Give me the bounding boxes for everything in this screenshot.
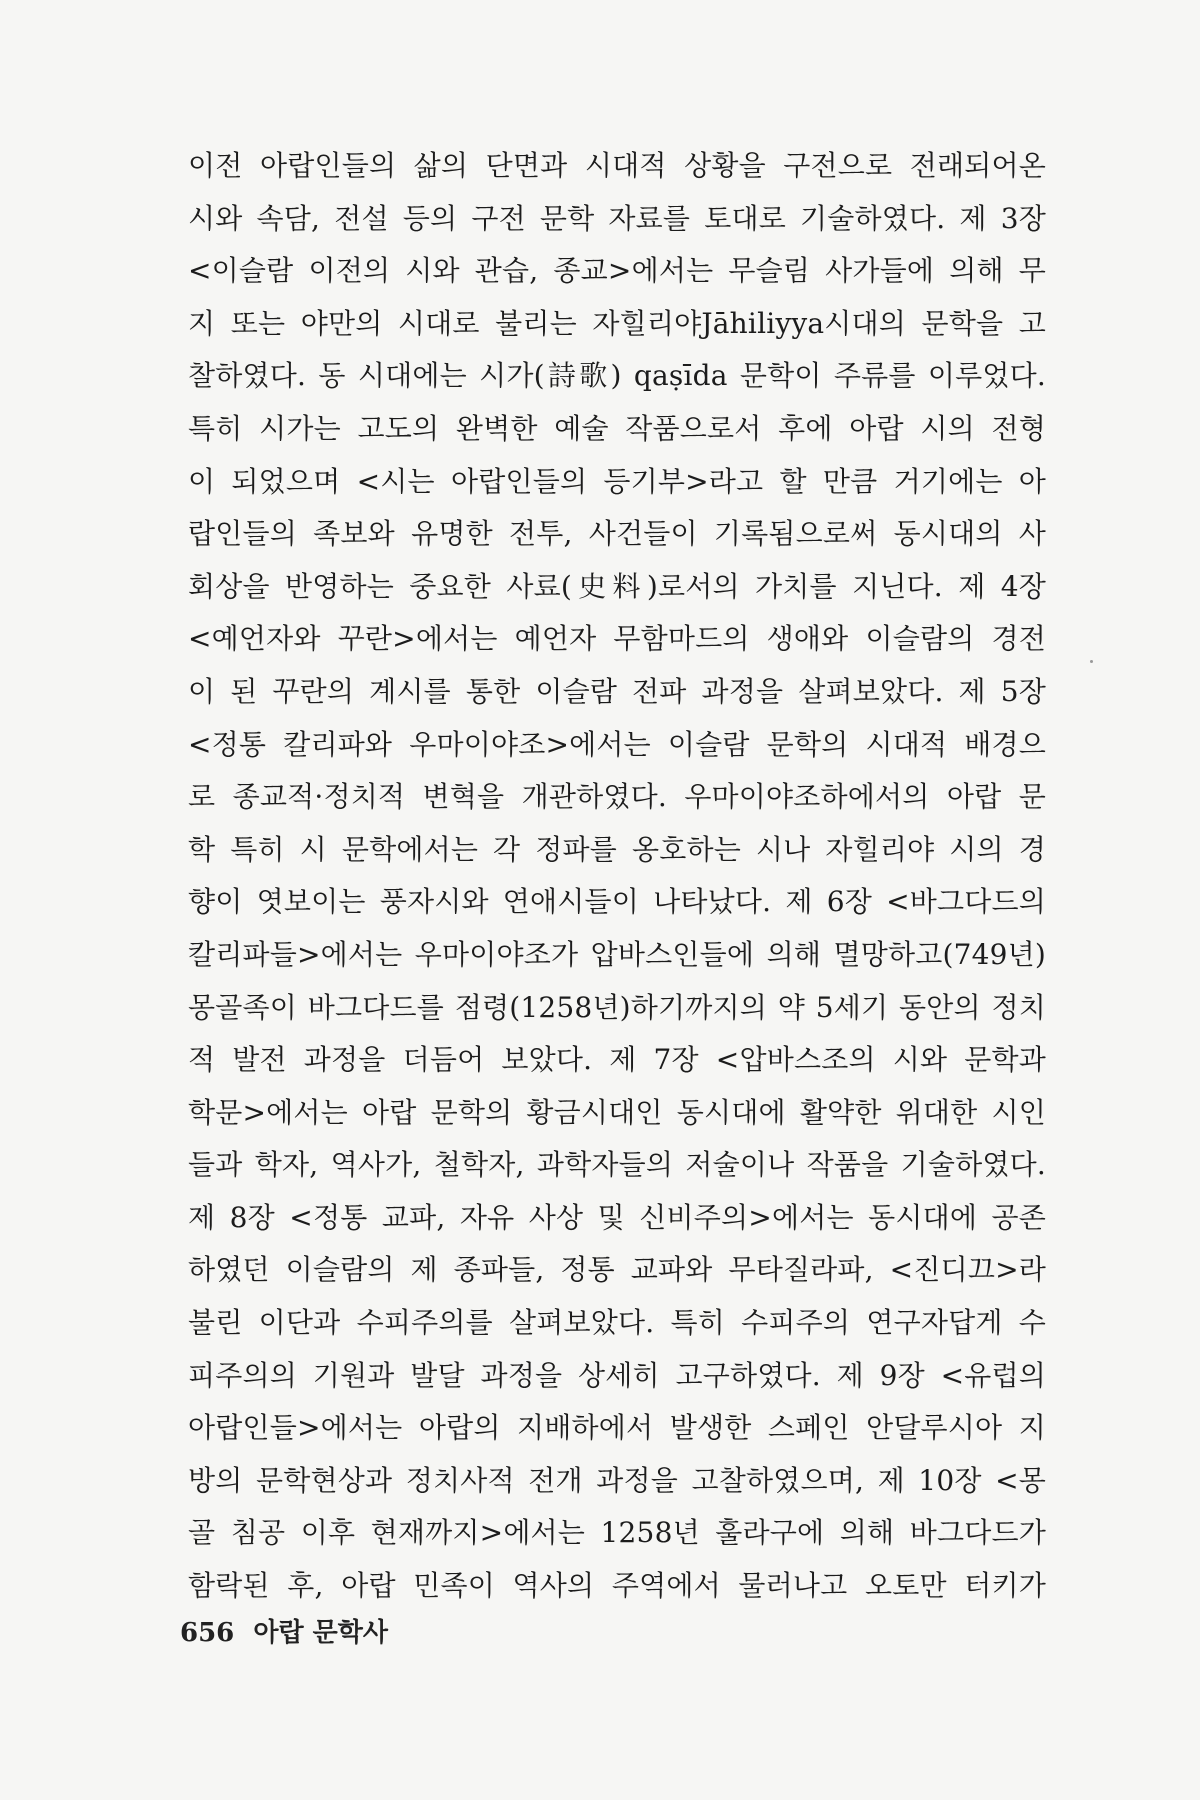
text-line: 로 종교적·정치적 변혁을 개관하였다. 우마이야조하에서의 아랍 문: [188, 780, 1046, 814]
text-line: 적 발전 과정을 더듬어 보았다. 제 7장 <압바스조의 시와 문학과: [188, 1043, 1046, 1077]
text-line: 회상을 반영하는 중요한 사료(史料)로서의 가치를 지닌다. 제 4장: [188, 569, 1046, 603]
text-line: 골 침공 이후 현재까지>에서는 1258년 훌라구에 의해 바그다드가: [188, 1516, 1046, 1550]
text-line: <정통 칼리파와 우마이야조>에서는 이슬람 문학의 시대적 배경으: [188, 727, 1046, 761]
text-line: 들과 학자, 역사가, 철학자, 과학자들의 저술이나 작품을 기술하였다.: [188, 1148, 1046, 1182]
text-line: 불린 이단과 수피주의를 살펴보았다. 특히 수피주의 연구자답게 수: [188, 1306, 1046, 1340]
text-line: 함락된 후, 아랍 민족이 역사의 주역에서 물러나고 오토만 터키가: [188, 1569, 1046, 1603]
text-line: 제 8장 <정통 교파, 자유 사상 및 신비주의>에서는 동시대에 공존: [188, 1200, 1046, 1234]
text-line: 학 특히 시 문학에서는 각 정파를 옹호하는 시나 자힐리야 시의 경: [188, 832, 1046, 866]
running-title: 아랍 문학사: [253, 1618, 388, 1648]
text-line: 학문>에서는 아랍 문학의 황금시대인 동시대에 활약한 위대한 시인: [188, 1095, 1046, 1129]
scan-speck: [1090, 660, 1093, 663]
text-line: 찰하였다. 동 시대에는 시가(詩歌) qaṣīda 문학이 주류를 이루었다.: [188, 359, 1046, 393]
page-footer: [180, 1612, 388, 1649]
text-line: 특히 시가는 고도의 완벽한 예술 작품으로서 후에 아랍 시의 전형: [188, 411, 1046, 445]
text-line: 이 된 꾸란의 계시를 통한 이슬람 전파 과정을 살펴보았다. 제 5장: [188, 674, 1046, 708]
text-line: 이전 아랍인들의 삶의 단면과 시대적 상황을 구전으로 전래되어온: [188, 149, 1046, 182]
text-line: 하였던 이슬람의 제 종파들, 정통 교파와 무타질라파, <진디끄>라: [188, 1253, 1046, 1287]
text-line: <예언자와 꾸란>에서는 예언자 무함마드의 생애와 이슬람의 경전: [188, 622, 1046, 656]
text-line: 향이 엿보이는 풍자시와 연애시들이 나타났다. 제 6장 <바그다드의: [188, 885, 1046, 919]
text-line: 방의 문학현상과 정치사적 전개 과정을 고찰하였으며, 제 10장 <몽: [188, 1463, 1046, 1497]
text-line: 피주의의 기원과 발달 과정을 상세히 고구하였다. 제 9장 <유럽의: [188, 1358, 1046, 1392]
body-text: [188, 140, 1046, 1613]
text-line: 시와 속담, 전설 등의 구전 문학 자료를 토대로 기술하였다. 제 3장: [188, 201, 1046, 235]
text-line: 이 되었으며 <시는 아랍인들의 등기부>라고 할 만큼 거기에는 아: [188, 464, 1046, 498]
text-line: 아랍인들>에서는 아랍의 지배하에서 발생한 스페인 안달루시아 지: [188, 1411, 1046, 1445]
text-line: 랍인들의 족보와 유명한 전투, 사건들이 기록됨으로써 동시대의 사: [188, 517, 1046, 551]
text-line: <이슬람 이전의 시와 관습, 종교>에서는 무슬림 사가들에 의해 무: [188, 254, 1046, 288]
text-line: 칼리파들>에서는 우마이야조가 압바스인들에 의해 멸망하고(749년): [188, 937, 1046, 971]
text-line: 지 또는 야만의 시대로 불리는 자힐리야Jāhiliyya시대의 문학을 고: [188, 306, 1046, 340]
text-line: 몽골족이 바그다드를 점령(1258년)하기까지의 약 5세기 동안의 정치: [188, 990, 1046, 1024]
page-number: 656: [180, 1618, 235, 1648]
